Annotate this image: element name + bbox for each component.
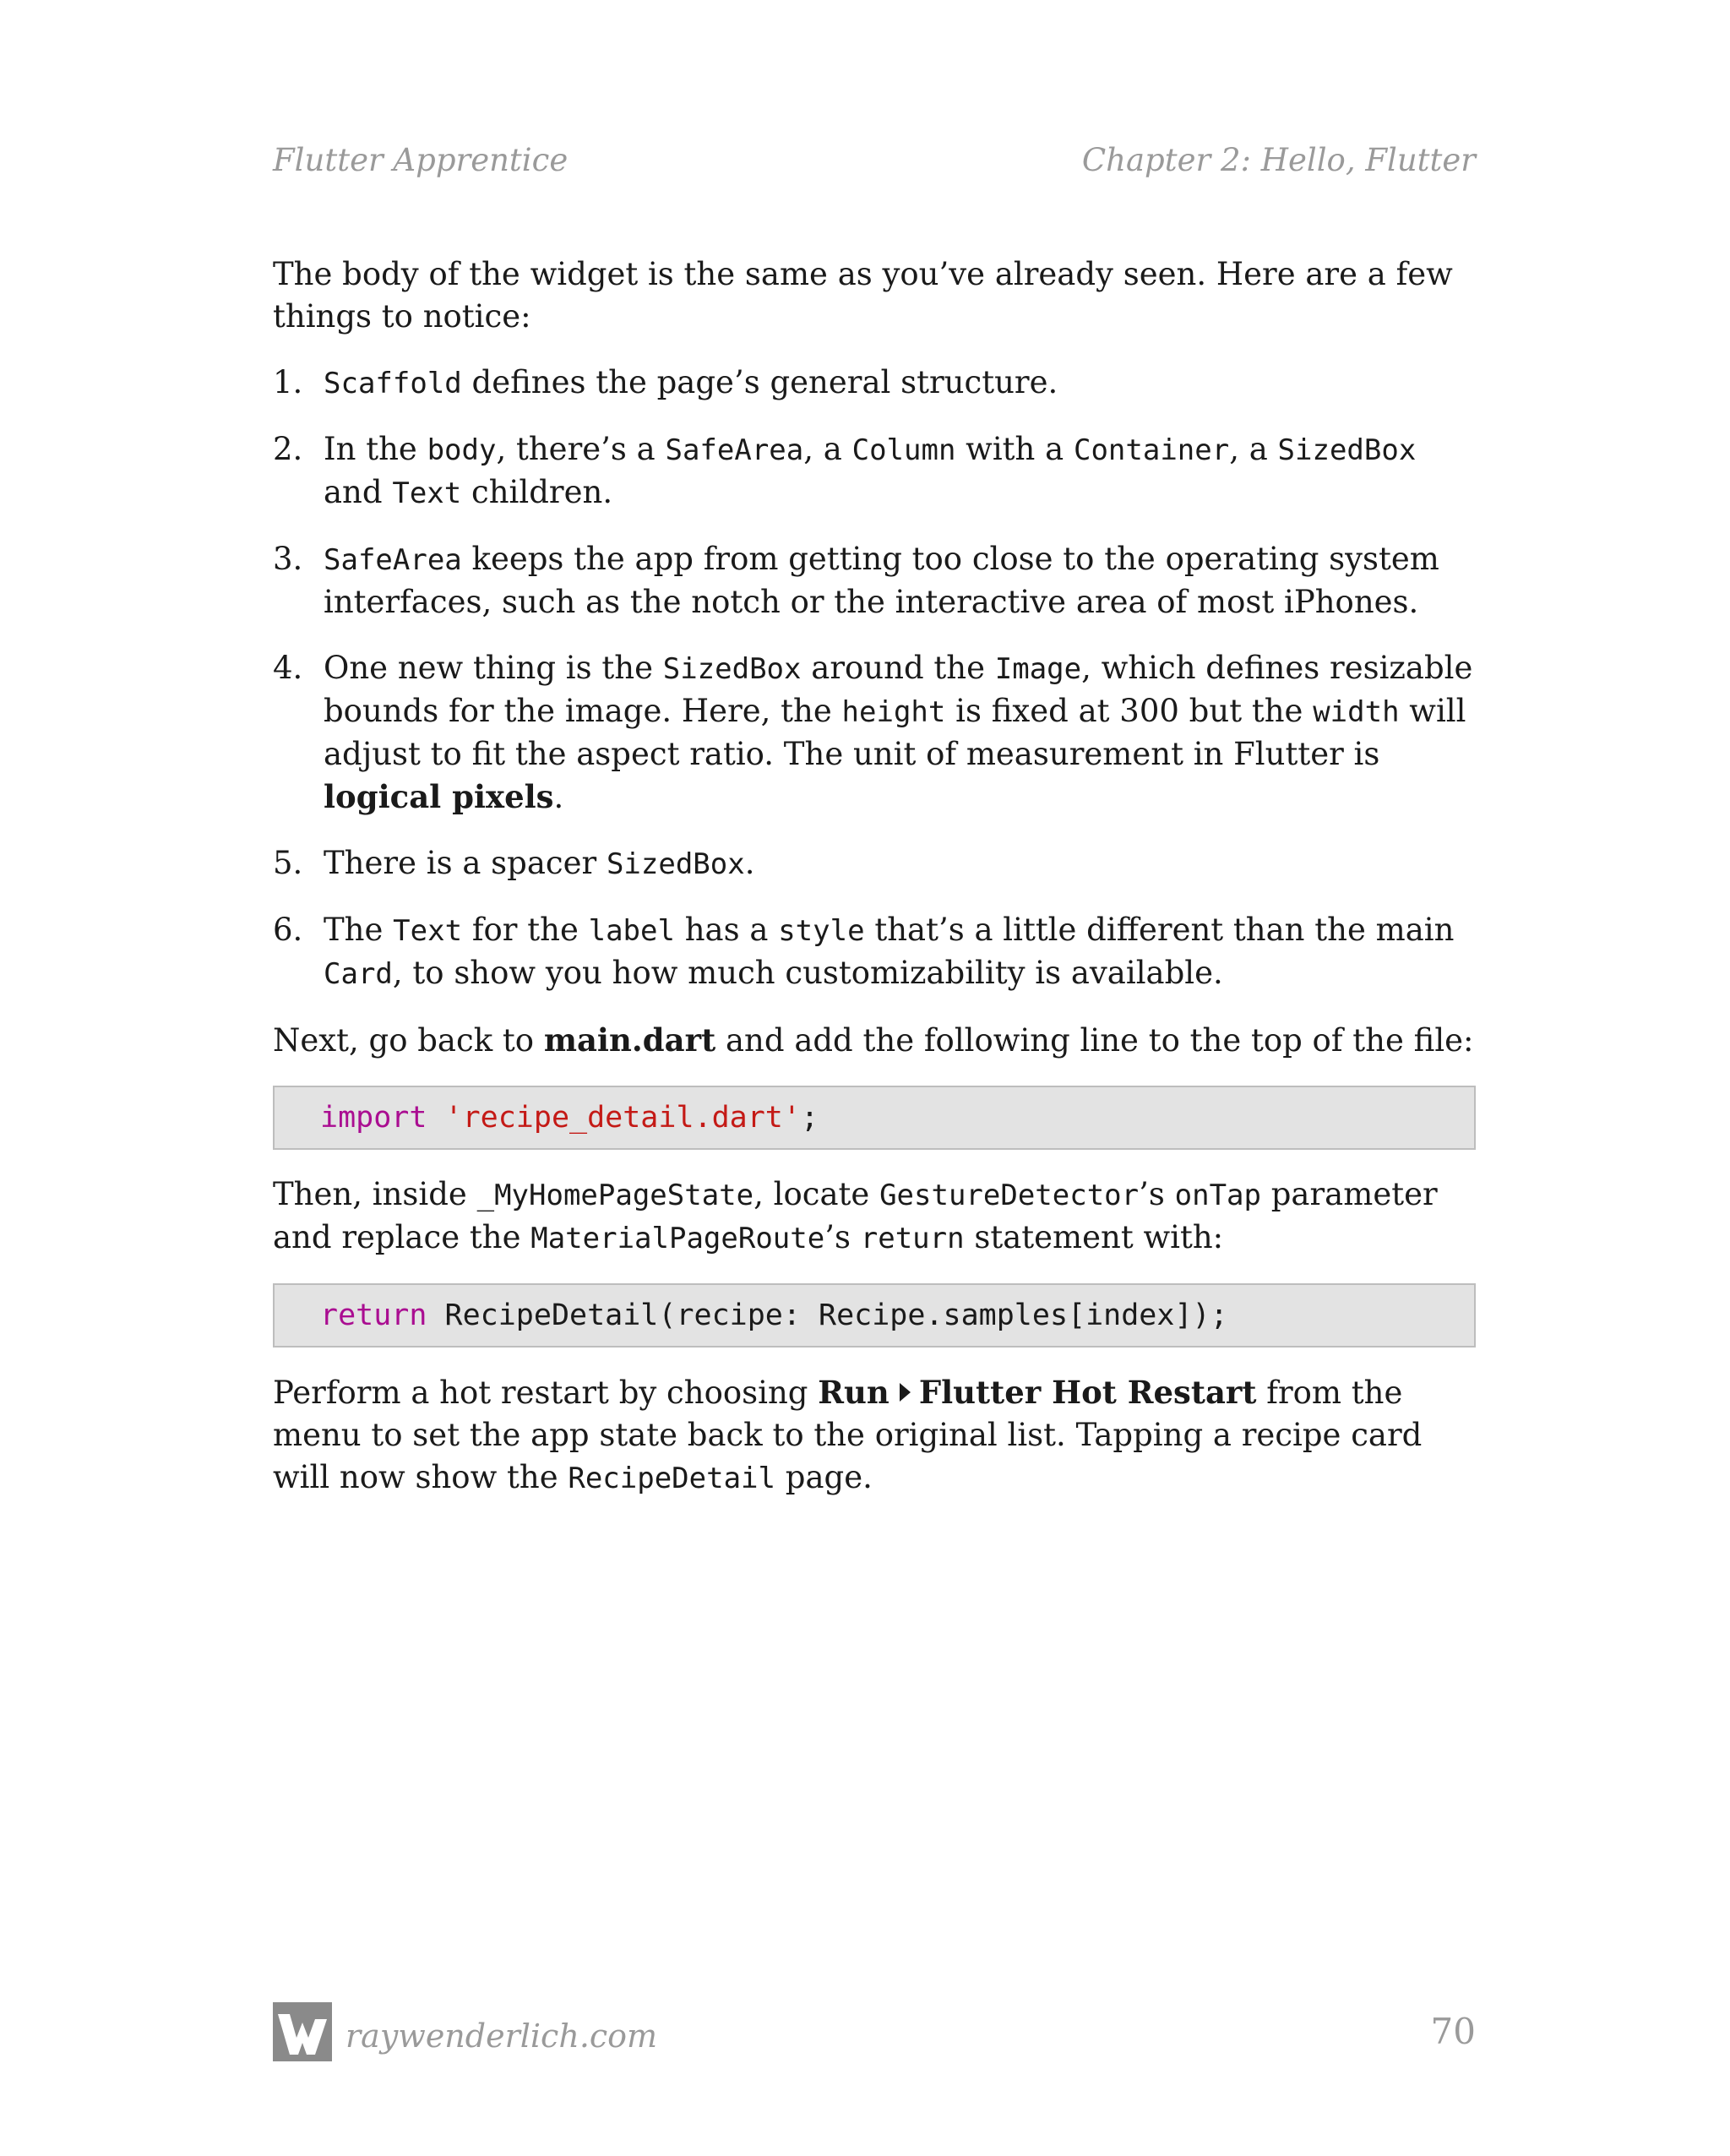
inline-code: Image: [994, 652, 1082, 686]
list-number: 3.: [273, 541, 303, 577]
inline-code: Column: [851, 433, 956, 467]
paragraph-text: Perform a hot restart by choosing: [273, 1375, 819, 1411]
list-number: 4.: [273, 650, 303, 686]
code-keyword: return: [320, 1298, 427, 1332]
list-item: [273, 428, 1476, 514]
menu-arrow-icon: [900, 1383, 911, 1402]
code-text: ;: [800, 1101, 819, 1135]
inline-code: Text: [392, 476, 462, 510]
page-number: 70: [1430, 2011, 1476, 2052]
inline-code: label: [588, 914, 675, 948]
list-text: defines the page’s general structure.: [461, 364, 1058, 400]
list-text: has a: [674, 912, 779, 948]
inline-code: SizedBox: [662, 652, 802, 686]
code-space: [427, 1101, 444, 1135]
menu-flutter-hot-restart: Flutter Hot Restart: [918, 1374, 1257, 1411]
inline-code: width: [1313, 695, 1400, 729]
list-item: [273, 647, 1476, 819]
list-text: and: [324, 474, 393, 510]
paragraph-text: from the menu to set the app state back to the original list. Tapping a recipe card will now show the: [273, 1375, 1423, 1495]
list-item: [273, 909, 1476, 995]
paragraph-text: page.: [775, 1459, 873, 1495]
code-text: RecipeDetail(recipe: Recipe.samples[index]);: [427, 1298, 1228, 1332]
book-title: Flutter Apprentice: [273, 142, 569, 178]
list-text: The: [324, 912, 394, 948]
inline-code: MaterialPageRoute: [530, 1222, 825, 1255]
inline-code: _MyHomePageState: [476, 1179, 754, 1212]
list-text: .: [553, 779, 564, 815]
list-text: One new thing is the: [324, 650, 663, 686]
inline-code: body: [427, 433, 497, 467]
list-number: 1.: [273, 364, 303, 400]
list-item: [273, 362, 1476, 405]
inline-code: GestureDetector: [879, 1179, 1140, 1212]
list-text: , there’s a: [496, 431, 666, 467]
running-header: [273, 142, 1476, 178]
paragraph-text: ’s: [824, 1219, 861, 1255]
code-block-return: [273, 1283, 1476, 1348]
raywenderlich-logo-icon: [273, 2002, 332, 2061]
list-number: 6.: [273, 912, 303, 948]
site-name: raywenderlich.com: [345, 2017, 658, 2055]
inline-code: SafeArea: [324, 543, 462, 577]
list-item: [273, 842, 1476, 885]
code-keyword: import: [320, 1101, 427, 1135]
notes-list: [273, 362, 1476, 995]
list-text: around the: [801, 650, 995, 686]
inline-code: Scaffold: [324, 367, 462, 400]
list-text: , a: [1229, 431, 1278, 467]
inline-code: SafeArea: [665, 433, 804, 467]
list-text: , to show you how much customizability is available.: [392, 955, 1223, 991]
paragraph-text: parameter and replace the: [273, 1176, 1438, 1255]
paragraph-text: , locate: [753, 1176, 880, 1212]
list-text: There is a spacer: [324, 845, 607, 881]
inline-code: Container: [1073, 433, 1230, 467]
list-text: with a: [955, 431, 1074, 467]
list-text: that’s a little different than the main: [864, 912, 1455, 948]
list-number: 2.: [273, 431, 303, 467]
inline-code: return: [860, 1222, 965, 1255]
inline-code: style: [778, 914, 865, 948]
perform-paragraph: [273, 1371, 1476, 1500]
code-block-import: [273, 1086, 1476, 1150]
chapter-title: Chapter 2: Hello, Flutter: [1081, 142, 1476, 178]
intro-paragraph: The body of the widget is the same as you’ve already seen. Here are a few things to notice:: [273, 256, 1453, 335]
paragraph-text: and add the following line to the top of the file:: [715, 1022, 1474, 1059]
list-text: .: [744, 845, 755, 881]
inline-code: RecipeDetail: [568, 1462, 775, 1495]
paragraph-text: Next, go back to: [273, 1022, 544, 1059]
inline-code: height: [841, 695, 946, 729]
inline-code: Text: [393, 914, 463, 948]
list-text: is fixed at 300 but the: [945, 693, 1314, 729]
inline-code: onTap: [1174, 1179, 1261, 1212]
inline-code: SizedBox: [606, 847, 745, 881]
list-text: In the: [324, 431, 427, 467]
list-text: keeps the app from getting too close to the operating system interfaces, such as the notch or the interactive area of most iPhones.: [324, 541, 1439, 620]
list-text: for the: [462, 912, 589, 948]
inline-code: Card: [324, 957, 393, 991]
list-text: , which defines resizable bounds for the image. Here, the: [324, 650, 1473, 729]
inline-code: SizedBox: [1277, 433, 1417, 467]
list-text: will adjust to fit the aspect ratio. The unit of measurement in Flutter is: [324, 693, 1466, 772]
paragraph-text: Then, inside: [273, 1176, 477, 1212]
bold-filename: main.dart: [543, 1021, 716, 1059]
then-paragraph: [273, 1173, 1476, 1260]
list-number: 5.: [273, 845, 303, 881]
list-text: children.: [461, 474, 613, 510]
list-item: [273, 538, 1476, 623]
bold-term: logical pixels: [324, 778, 554, 815]
page-content: [273, 253, 1476, 1523]
code-string: 'recipe_detail.dart': [444, 1101, 801, 1135]
menu-run: Run: [818, 1374, 889, 1411]
list-text: , a: [803, 431, 852, 467]
next-paragraph: [273, 1019, 1476, 1062]
page-footer: [273, 2002, 1476, 2070]
paragraph-text: statement with:: [964, 1219, 1224, 1255]
paragraph-text: ’s: [1139, 1176, 1175, 1212]
